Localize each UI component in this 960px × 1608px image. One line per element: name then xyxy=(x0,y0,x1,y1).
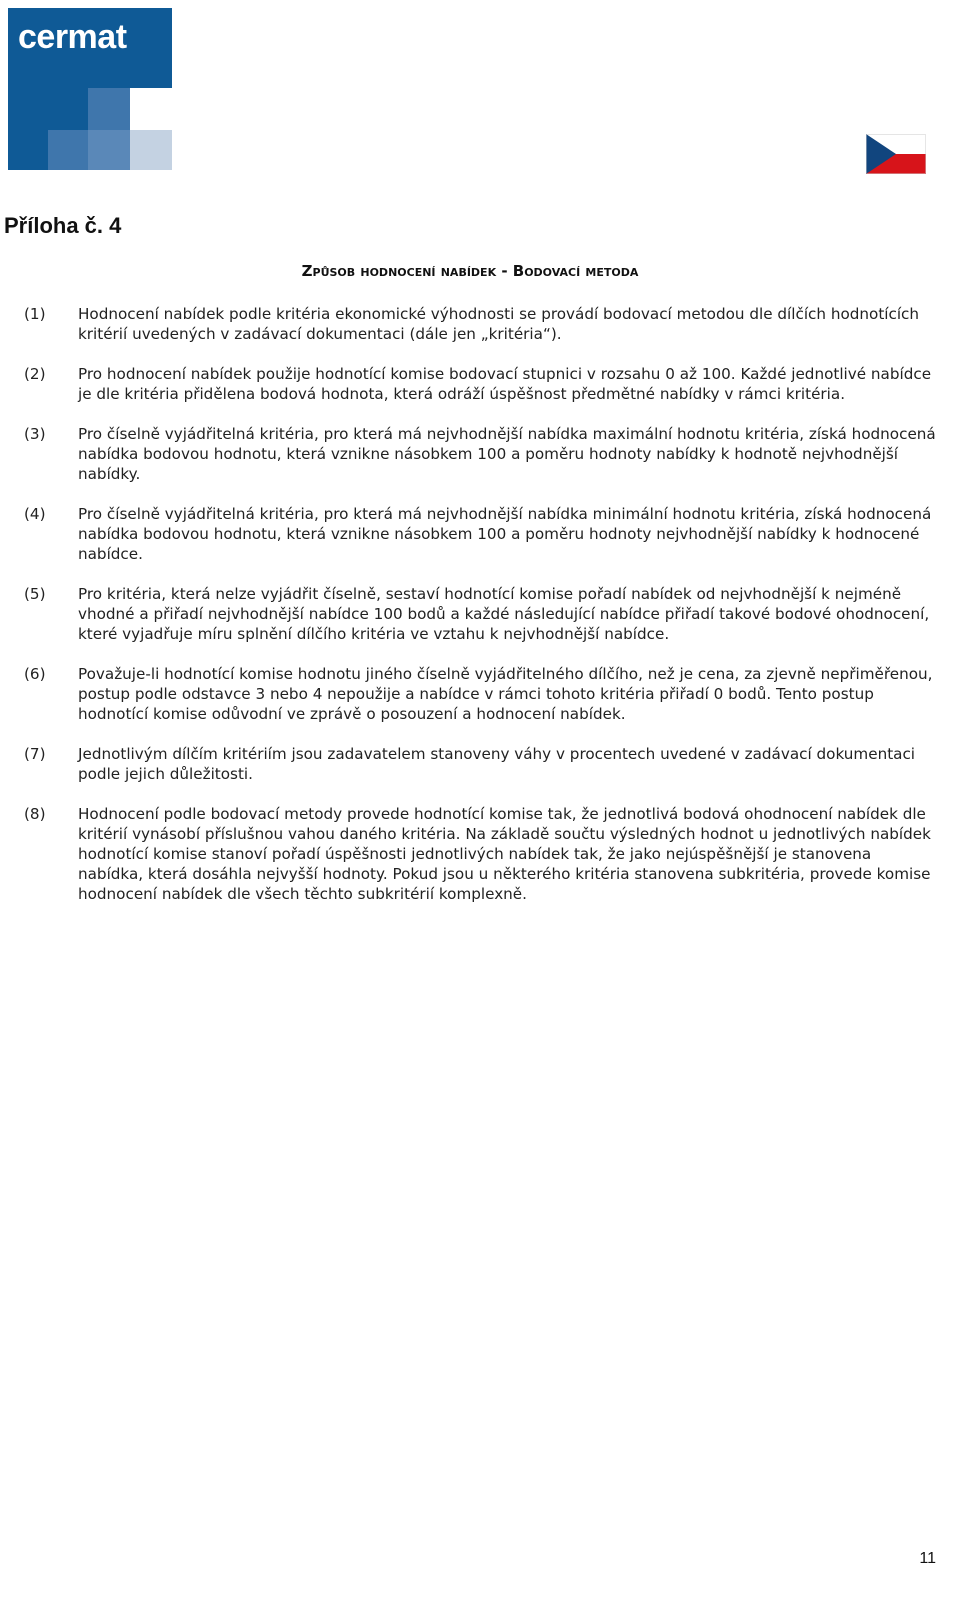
logo-square-white xyxy=(130,88,172,130)
paragraph-5 xyxy=(24,584,936,644)
paragraph-number: (8) xyxy=(24,805,46,823)
paragraph-number: (7) xyxy=(24,745,46,763)
paragraph-text: Pro číselně vyjádřitelná kritéria, pro která má nejvhodnější nabídka minimální hodnotu kritéria, získá hodnocená nabídka bodovou hodnotu, která vznikne násobkem 100 a poměru hodnoty nejvhodnější nabídky k hodnocené nabídce. xyxy=(78,505,932,563)
cermat-logo xyxy=(8,8,172,170)
paragraph-list xyxy=(24,304,936,924)
paragraph-number: (6) xyxy=(24,665,46,683)
logo-text: cermat xyxy=(18,18,127,56)
paragraph-7 xyxy=(24,744,936,784)
paragraph-text: Hodnocení podle bodovací metody provede hodnotící komise tak, že jednotlivá bodová ohodnocení nabídek dle kritérií vynásobí příslušnou vahou daného kritéria. Na základě součtu výsledných hodnot u jednotlivých nabídek hodnotící komise stanoví pořadí úspěšnosti jednotlivých nabídek tak, že jako nejúspěšnější je stanovena nabídka, která dosáhla nejvyšší hodnoty. Pokud jsou u některého kritéria stanovena subkritéria, provede komise hodnocení nabídek dle všech těchto subkritérií komplexně. xyxy=(78,805,931,903)
paragraph-number: (5) xyxy=(24,585,46,603)
paragraph-8 xyxy=(24,804,936,904)
logo-square-mid-1 xyxy=(88,88,130,130)
paragraph-text: Pro číselně vyjádřitelná kritéria, pro která má nejvhodnější nabídka maximální hodnotu kritéria, získá hodnocená nabídka bodovou hodnotu, která vznikne násobkem 100 a poměru hodnoty nabídky k hodnotě nejvhodnější nabídky. xyxy=(78,425,936,483)
paragraph-number: (1) xyxy=(24,305,46,323)
paragraph-number: (2) xyxy=(24,365,46,383)
paragraph-1 xyxy=(24,304,936,344)
logo-square-mid-3 xyxy=(88,130,130,170)
paragraph-text: Považuje-li hodnotící komise hodnotu jiného číselně vyjádřitelného dílčího, než je cena, za zjevně nepřiměřenou, postup podle odstavce 3 nebo 4 nepoužije a nabídce v rámci tohoto kritéria přiřadí 0 bodů. Tento postup hodnotící komise odůvodní ve zprávě o posouzení a hodnocení nabídek. xyxy=(78,665,933,723)
paragraph-text: Jednotlivým dílčím kritériím jsou zadavatelem stanoveny váhy v procentech uvedené v zadávací dokumentaci podle jejich důležitosti. xyxy=(78,745,916,783)
paragraph-4 xyxy=(24,504,936,564)
paragraph-number: (4) xyxy=(24,505,46,523)
czech-flag-icon xyxy=(866,134,926,174)
page-number: 11 xyxy=(919,1550,936,1567)
paragraph-text: Hodnocení nabídek podle kritéria ekonomické výhodnosti se provádí bodovací metodou dle dílčích hodnotících kritérií uvedených v zadávací dokumentaci (dále jen „kritéria“). xyxy=(78,305,920,343)
paragraph-text: Pro kritéria, která nelze vyjádřit číselně, sestaví hodnotící komise pořadí nabídek od nejvhodnější k nejméně vhodné a přiřadí nejvhodnější nabídce 100 bodů a každé následující nabídce přiřadí takové bodové ohodnocení, které vyjadřuje míru splnění dílčího kritéria ve vztahu k nejvhodnější nabídce. xyxy=(78,585,930,643)
logo-square-mid-2 xyxy=(48,130,88,170)
document-title: Způsob hodnocení nabídek - Bodovací metoda xyxy=(301,262,639,280)
paragraph-2 xyxy=(24,364,936,404)
logo-square-light xyxy=(130,130,172,170)
paragraph-text: Pro hodnocení nabídek použije hodnotící komise bodovací stupnici v rozsahu 0 až 100. Každé jednotlivé nabídce je dle kritéria přidělena bodová hodnota, která odráží úspěšnost předmětné nabídky v rámci kritéria. xyxy=(78,365,932,403)
paragraph-3 xyxy=(24,424,936,484)
paragraph-number: (3) xyxy=(24,425,46,443)
paragraph-6 xyxy=(24,664,936,724)
annex-label: Příloha č. 4 xyxy=(4,213,122,238)
